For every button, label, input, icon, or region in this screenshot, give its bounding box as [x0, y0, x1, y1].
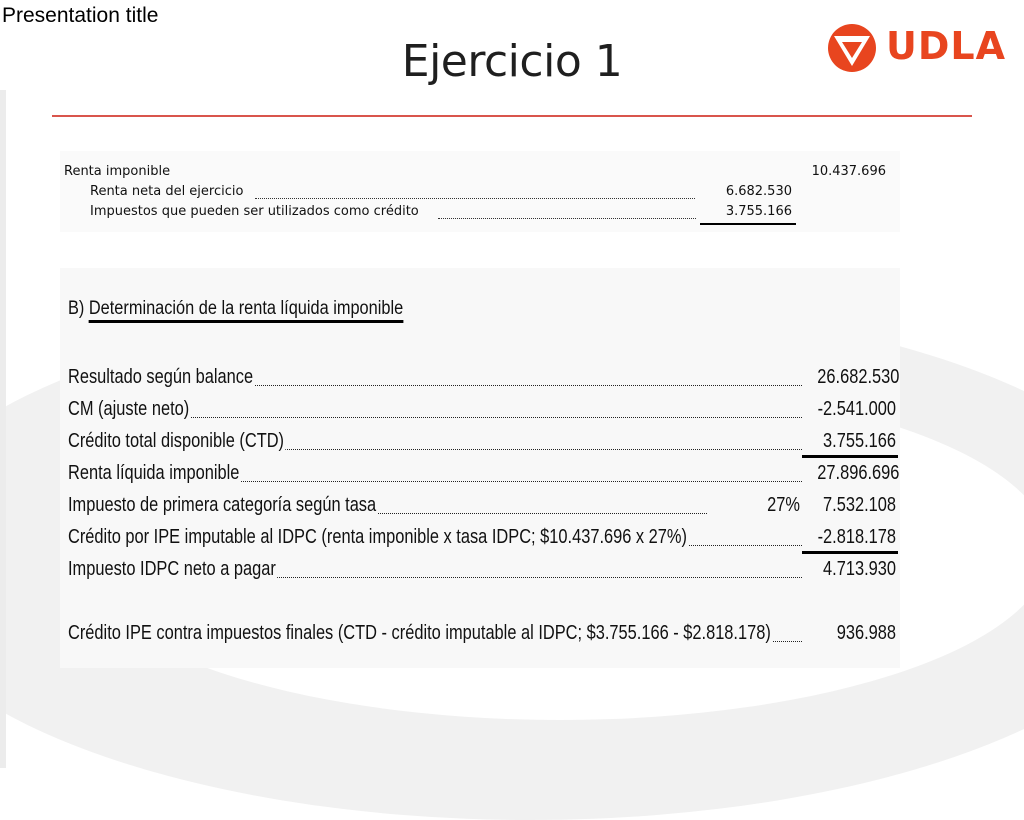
logo-text: UDLA	[886, 24, 1007, 68]
sum-underline	[802, 455, 898, 458]
ledger-row	[60, 366, 900, 394]
ledger-row	[60, 526, 900, 554]
ledger-row	[60, 558, 900, 586]
dotted-leader	[255, 197, 695, 199]
ledger-row-value: 26.682.530	[817, 366, 900, 388]
ledger-row	[60, 462, 900, 490]
ledger-row	[60, 430, 900, 458]
renta-imponible-item-value: 3.755.166	[725, 204, 792, 219]
sum-underline	[802, 551, 898, 554]
title-divider	[52, 115, 972, 117]
renta-imponible-image	[60, 151, 900, 232]
ledger-row-label: Crédito total disponible (CTD)	[68, 430, 285, 452]
renta-imponible-item	[60, 204, 900, 222]
ledger-row-label: Renta líquida imponible	[68, 462, 240, 484]
section-heading-prefix: B)	[68, 298, 85, 319]
background-edge	[0, 90, 6, 768]
determinacion-image	[60, 268, 900, 668]
ledger-row-label: Resultado según balance	[68, 366, 254, 388]
ledger-row-value: 27.896.696	[817, 462, 900, 484]
ledger-row-value: 3.755.166	[823, 430, 896, 452]
ledger-row-value: 7.532.108	[823, 494, 896, 516]
ledger-row-label: Crédito por IPE imputable al IDPC (renta imponible x tasa IDPC; $10.437.696 x 27%)	[68, 526, 687, 548]
ledger-row	[60, 494, 900, 522]
renta-imponible-item-label: Renta neta del ejercicio	[90, 184, 244, 199]
sum-underline	[700, 223, 796, 225]
slide-title: Ejercicio 1	[401, 36, 623, 87]
renta-imponible-heading: Renta imponible	[64, 164, 171, 179]
renta-imponible-item-value: 6.682.530	[725, 184, 792, 199]
ledger-row-value: 4.713.930	[823, 558, 896, 580]
ledger-row-value: -2.541.000	[817, 398, 896, 420]
ledger-row-label: Impuesto de primera categoría según tasa	[68, 494, 377, 516]
ledger-row-label: Crédito IPE contra impuestos finales (CTD - crédito imputable al IDPC; $3.755.166 - $2.818.178)	[68, 622, 771, 644]
renta-imponible-total: 10.437.696	[811, 164, 886, 179]
renta-imponible-item-label: Impuestos que pueden ser utilizados como crédito	[90, 204, 419, 219]
ledger-row-value: 936.988	[836, 622, 896, 644]
udla-logo-icon	[824, 22, 880, 74]
ledger-row-label: Impuesto IDPC neto a pagar	[68, 558, 276, 580]
presentation-title: Presentation title	[2, 4, 159, 27]
renta-imponible-row	[60, 164, 900, 182]
section-heading	[68, 298, 403, 320]
udla-logo	[824, 22, 1007, 74]
ledger-row-label: CM (ajuste neto)	[68, 398, 190, 420]
section-heading-text: Determinación de la renta líquida imponible	[89, 298, 403, 323]
ledger-row	[60, 398, 900, 426]
renta-imponible-item	[60, 184, 900, 202]
ledger-row-value: -2.818.178	[817, 526, 896, 548]
ledger-row-rate: 27%	[767, 494, 800, 516]
ledger-row	[60, 622, 900, 650]
dotted-leader	[438, 217, 696, 219]
